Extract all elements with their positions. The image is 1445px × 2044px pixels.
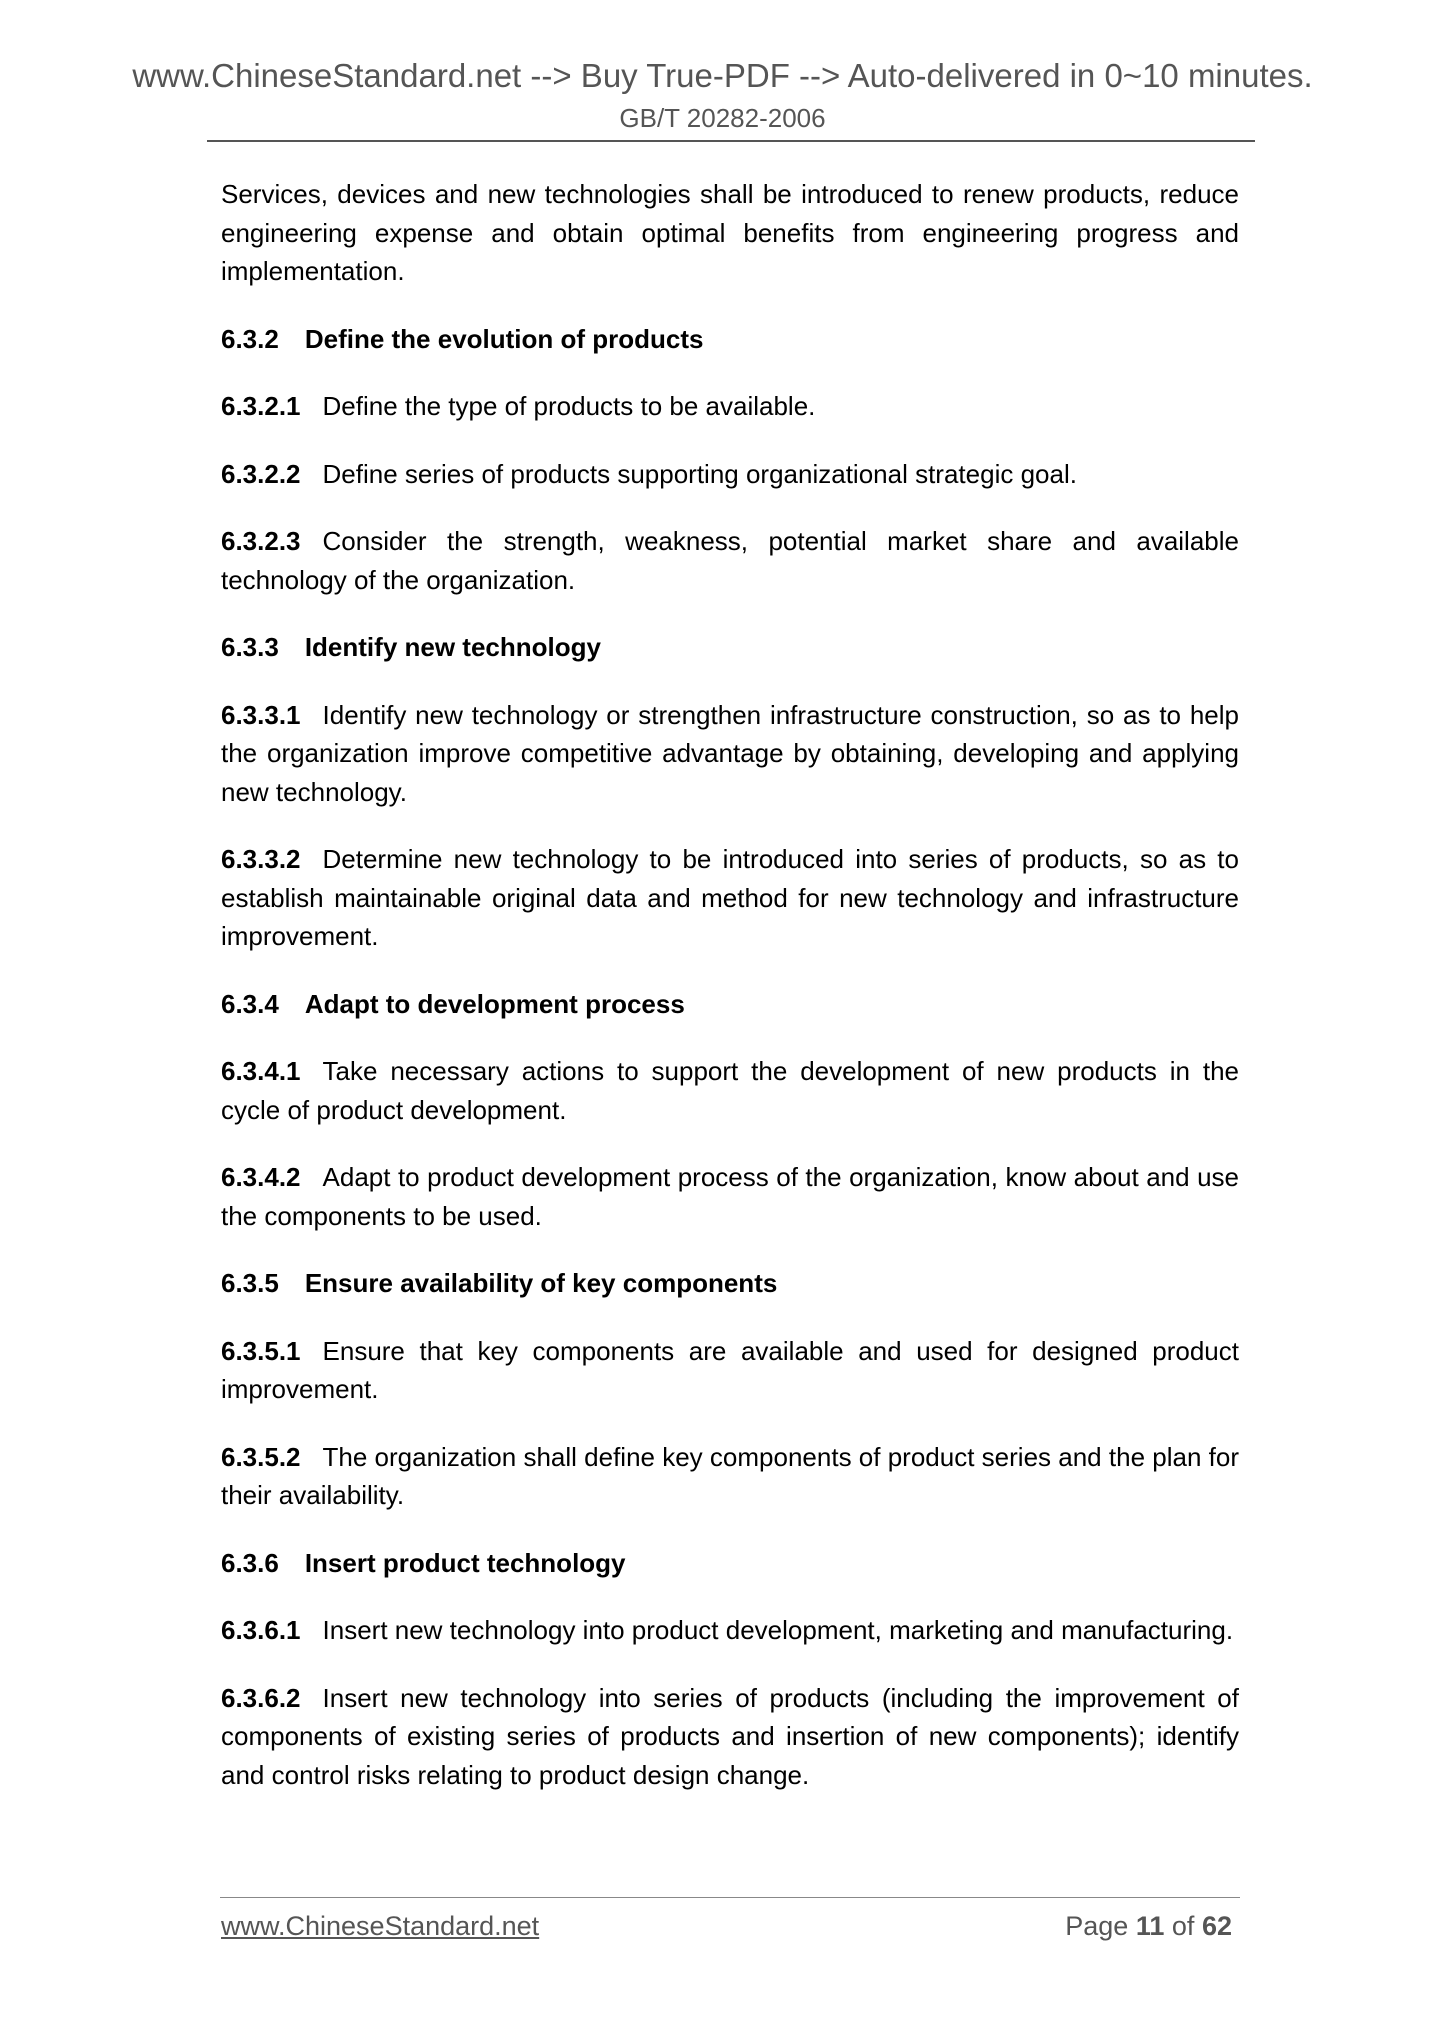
clause-6-3-5-1: 6.3.5.1 Ensure that key components are available and used for designed product improvement. <box>221 1335 1239 1404</box>
current-page: 11 <box>1135 1911 1165 1941</box>
clause-6-3-6-1: 6.3.6.1 Insert new technology into product development, marketing and manufacturing. <box>221 1615 1234 1645</box>
clause-6-3-3-2: 6.3.3.2 Determine new technology to be introduced into series of products, so as to establish maintainable original data and method for new technology and infrastructure improvement. <box>221 844 1239 951</box>
document-body <box>221 175 1239 1823</box>
clause-6-3-4-2: 6.3.4.2 Adapt to product development process of the organization, know about and use the components to be used. <box>221 1162 1239 1231</box>
section-heading-6-3-5: 6.3.5 Ensure availability of key components <box>221 1268 778 1298</box>
intro-paragraph: Services, devices and new technologies shall be introduced to renew products, reduce engineering expense and obtain optimal benefits from engineering progress and implementation. <box>221 179 1239 286</box>
clause-6-3-3-1: 6.3.3.1 Identify new technology or strengthen infrastructure construction, so as to help the organization improve competitive advantage by obtaining, developing and applying new technology. <box>221 699 1239 807</box>
clause-6-3-2-2: 6.3.2.2 Define series of products supporting organizational strategic goal. <box>221 458 1077 489</box>
clause-6-3-4-1: 6.3.4.1 Take necessary actions to support the development of new products in the cycle of product development. <box>221 1056 1239 1125</box>
page-header <box>0 56 1445 134</box>
total-pages: 62 <box>1201 1911 1232 1941</box>
standard-number: GB/T 20282-2006 <box>619 103 826 133</box>
clause-6-3-2-3: 6.3.2.3 Consider the strength, weakness, potential market share and available technology of the organization. <box>221 526 1239 595</box>
clause-6-3-6-2: 6.3.6.2 Insert new technology into series of products (including the improvement of components of existing series of products and insertion of new components); identify and control risks relating to product design change. <box>221 1682 1239 1790</box>
clause-6-3-5-2: 6.3.5.2 The organization shall define key components of product series and the plan for their availability. <box>221 1441 1239 1510</box>
section-heading-6-3-3: 6.3.3 Identify new technology <box>221 632 601 662</box>
header-divider <box>207 140 1255 142</box>
clause-6-3-2-1: 6.3.2.1 Define the type of products to be available. <box>221 391 816 421</box>
header-banner[interactable]: www.ChineseStandard.net --> Buy True-PDF --> Auto-delivered in 0~10 minutes. <box>132 57 1313 94</box>
footer-divider <box>220 1897 1240 1898</box>
footer-site-link[interactable]: www.ChineseStandard.net <box>221 1911 540 1941</box>
section-heading-6-3-4: 6.3.4 Adapt to development process <box>221 988 685 1019</box>
section-heading-6-3-2: 6.3.2 Define the evolution of products <box>221 323 704 354</box>
section-heading-6-3-6: 6.3.6 Insert product technology <box>221 1547 626 1578</box>
page-indicator: Page 11 of 62 <box>1065 1911 1232 1941</box>
